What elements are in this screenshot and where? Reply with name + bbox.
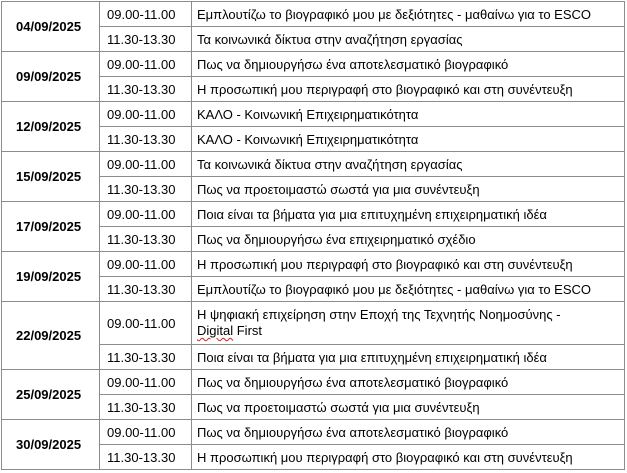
topic-cell: Τα κοινωνικά δίκτυα στην αναζήτηση εργασίας bbox=[192, 27, 625, 52]
topic-cell: Εμπλουτίζω το βιογραφικό μου με δεξιότητες - μαθαίνω για το ESCO bbox=[192, 277, 625, 302]
table-row bbox=[2, 420, 625, 445]
topic-cell: Πως να δημιουργήσω ένα αποτελεσματικό βιογραφικό bbox=[192, 370, 625, 395]
time-cell: 09.00-11.00 bbox=[100, 52, 192, 77]
time-cell: 09.00-11.00 bbox=[100, 102, 192, 127]
table-row bbox=[2, 2, 625, 27]
table-row bbox=[2, 370, 625, 395]
topic-cell: Τα κοινωνικά δίκτυα στην αναζήτηση εργασίας bbox=[192, 152, 625, 177]
table-row bbox=[2, 202, 625, 227]
date-cell: 17/09/2025 bbox=[2, 202, 100, 252]
topic-cell: Πως να προετοιμαστώ σωστά για μια συνέντευξη bbox=[192, 395, 625, 420]
date-cell: 19/09/2025 bbox=[2, 252, 100, 302]
date-cell: 25/09/2025 bbox=[2, 370, 100, 420]
table-row bbox=[2, 252, 625, 277]
time-cell: 09.00-11.00 bbox=[100, 302, 192, 345]
time-cell: 09.00-11.00 bbox=[100, 202, 192, 227]
topic-text: First bbox=[233, 323, 263, 338]
time-cell: 11.30-13.30 bbox=[100, 177, 192, 202]
schedule-table bbox=[1, 1, 625, 470]
table-row bbox=[2, 52, 625, 77]
topic-cell: ΚΑΛΟ - Κοινωνική Επιχειρηματικότητα bbox=[192, 127, 625, 152]
date-cell: 22/09/2025 bbox=[2, 302, 100, 370]
topic-cell: Πως να δημιουργήσω ένα αποτελεσματικό βιογραφικό bbox=[192, 52, 625, 77]
topic-cell: Ποια είναι τα βήματα για μια επιτυχημένη επιχειρηματική ιδέα bbox=[192, 202, 625, 227]
time-cell: 09.00-11.00 bbox=[100, 420, 192, 445]
time-cell: 09.00-11.00 bbox=[100, 252, 192, 277]
spellcheck-word: Digital bbox=[197, 323, 234, 338]
time-cell: 11.30-13.30 bbox=[100, 345, 192, 370]
time-cell: 11.30-13.30 bbox=[100, 395, 192, 420]
time-cell: 09.00-11.00 bbox=[100, 370, 192, 395]
table-row bbox=[2, 152, 625, 177]
topic-text: Η ψηφιακή επιχείρηση στην Εποχή της Τεχνητής Νοημοσύνης - bbox=[197, 307, 561, 322]
topic-cell: ΚΑΛΟ - Κοινωνική Επιχειρηματικότητα bbox=[192, 102, 625, 127]
topic-cell: Η προσωπική μου περιγραφή στο βιογραφικό και στη συνέντευξη bbox=[192, 252, 625, 277]
topic-cell bbox=[192, 302, 625, 345]
topic-cell: Εμπλουτίζω το βιογραφικό μου με δεξιότητες - μαθαίνω για το ESCO bbox=[192, 2, 625, 27]
date-cell: 30/09/2025 bbox=[2, 420, 100, 470]
time-cell: 11.30-13.30 bbox=[100, 77, 192, 102]
topic-cell: Ποια είναι τα βήματα για μια επιτυχημένη επιχειρηματική ιδέα bbox=[192, 345, 625, 370]
time-cell: 11.30-13.30 bbox=[100, 27, 192, 52]
time-cell: 11.30-13.30 bbox=[100, 277, 192, 302]
topic-cell: Η προσωπική μου περιγραφή στο βιογραφικό και στη συνέντευξη bbox=[192, 445, 625, 470]
date-cell: 15/09/2025 bbox=[2, 152, 100, 202]
time-cell: 11.30-13.30 bbox=[100, 445, 192, 470]
date-cell: 12/09/2025 bbox=[2, 102, 100, 152]
time-cell: 11.30-13.30 bbox=[100, 127, 192, 152]
topic-cell: Πως να δημιουργήσω ένα επιχειρηματικό σχέδιο bbox=[192, 227, 625, 252]
topic-cell: Η προσωπική μου περιγραφή στο βιογραφικό και στη συνέντευξη bbox=[192, 77, 625, 102]
time-cell: 11.30-13.30 bbox=[100, 227, 192, 252]
table-row bbox=[2, 302, 625, 345]
date-cell: 09/09/2025 bbox=[2, 52, 100, 102]
time-cell: 09.00-11.00 bbox=[100, 2, 192, 27]
topic-cell: Πως να δημιουργήσω ένα αποτελεσματικό βιογραφικό bbox=[192, 420, 625, 445]
time-cell: 09.00-11.00 bbox=[100, 152, 192, 177]
table-row bbox=[2, 102, 625, 127]
date-cell: 04/09/2025 bbox=[2, 2, 100, 52]
topic-cell: Πως να προετοιμαστώ σωστά για μια συνέντευξη bbox=[192, 177, 625, 202]
